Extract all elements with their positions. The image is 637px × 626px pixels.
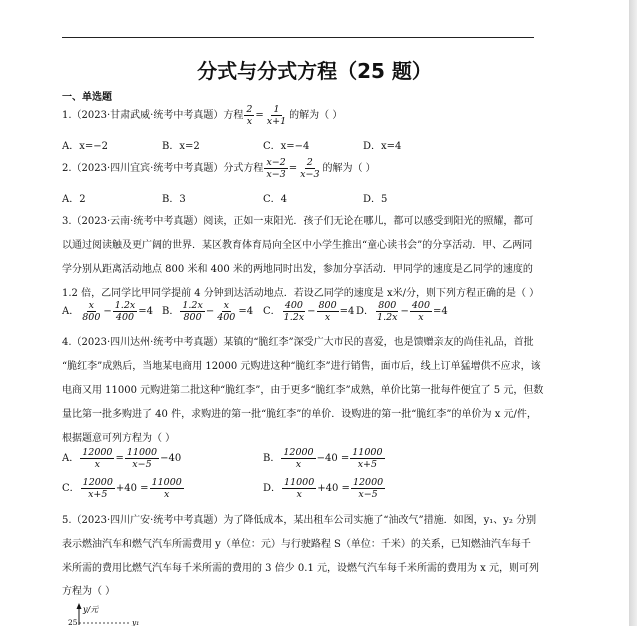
section-heading: 一、单选题 (62, 92, 112, 103)
q1-option-d[interactable]: D．x=4 (363, 141, 402, 152)
question-4-line: 根据题意可列方程为（ ） (62, 433, 176, 444)
y-axis-label: y/元 (83, 605, 99, 614)
q1-option-c[interactable]: C．x=−4 (263, 141, 310, 152)
question-4-line: 量比第一批多购进了 40 件，求购进的第一批“脆红李”的单价．设购进的第一批“脆红李”的单价为 x 元/件， (62, 409, 537, 420)
page-title: 分式与分式方程（25 题） (197, 59, 432, 83)
question-3-line: 学分别从距离活动地点 800 米和 400 米的两地同时出发，参加分享活动．甲同学的速度是乙同学的速度的 (62, 264, 533, 275)
q4-option-b[interactable]: B． $\frac{12000}{x}$ −40 = $\frac{11000}{x+5}$ (263, 447, 383, 470)
question-5-line: 米所需的费用比燃气汽车每千米所需的费用的 3 倍少 0.1 元，设燃气汽车每千米所需的费用为 x 元，则可列 (62, 563, 539, 574)
question-5-line: 表示燃油汽车和燃气汽车所需费用 y（单位：元）与行驶路程 S（单位：千米）的关系，已知燃油汽车每千 (62, 539, 531, 550)
q2-option-d[interactable]: D．5 (363, 194, 388, 205)
page-edge-shadow (629, 0, 637, 626)
y-tick-label: 25 (68, 618, 78, 626)
question-5-line: 5.（2023·四川广安·统考中考真题）为了降低成本，某出租车公司实施了“油改气”措施．如图，y₁、y₂ 分别 (62, 515, 537, 526)
q3-option-a[interactable]: A． $\frac{x}{800}$ − $\frac{1.2x}{400}$ =4 (62, 300, 153, 323)
q1-option-b[interactable]: B．x=2 (162, 141, 200, 152)
question-5-line: 方程为（ ） (62, 586, 116, 597)
q4-option-c[interactable]: C． $\frac{12000}{x+5}$ +40 = $\frac{11000}{x}$ (62, 477, 182, 500)
question-2-stem: 2.（2023·四川宜宾·统考中考真题）分式方程 $\frac{x-2}{x-3}$ = $\frac{2}{x-3}$ 的解为（ ） (62, 157, 376, 180)
fraction: $\frac{2}{x-3}$ (300, 157, 320, 180)
q2-option-c[interactable]: C．4 (263, 194, 288, 205)
question-1-stem: 1.（2023·甘肃武威·统考中考真题）方程 $\frac{2}{x}$ = $\frac{1}{x+1}$ 的解为（ ） (62, 104, 343, 127)
q3-option-c[interactable]: C． $\frac{400}{1.2x}$ − $\frac{800}{x}$ =4 (263, 300, 355, 323)
question-4-line: “脆红李”成熟后，当地某电商用 12000 元购进这种“脆红李”进行销售，面市后，线上订单猛增供不应求，该 (62, 361, 541, 372)
fraction: $\frac{1}{x+1}$ (266, 104, 287, 127)
question-4-line: 电商又用 11000 元购进第二批这种“脆红李”，由于更多“脆红李”成熟，单价比第一批每件便宜了 5 元，但数 (62, 385, 544, 396)
q3-option-b[interactable]: B． $\frac{1.2x}{800}$ − $\frac{x}{400}$ =4 (162, 300, 254, 323)
y-axis-arrow (77, 603, 82, 609)
question-3-line: 1.2 倍，乙同学比甲同学提前 4 分钟到达活动地点．若设乙同学的速度是 x米/分，则下列方程正确的是（ ） (62, 288, 540, 299)
fraction: $\frac{2}{x}$ (246, 104, 253, 127)
header-rule (62, 37, 534, 38)
q5-graph (66, 603, 166, 626)
q1-option-a[interactable]: A．x=−2 (62, 141, 108, 152)
q2-option-b[interactable]: B．3 (162, 194, 186, 205)
q2-option-a[interactable]: A．2 (62, 194, 86, 205)
question-3-line: 以通过阅读触及更广阔的世界．某区教育体育局向全区中小学生推出“童心读书会”的分享活动．甲、乙两同 (62, 240, 533, 251)
question-3-line: 3.（2023·云南·统考中考真题）阅读，正如一束阳光．孩子们无论在哪儿，都可以感受到阳光的照耀，都可 (62, 216, 534, 227)
q4-option-d[interactable]: D． $\frac{11000}{x}$ +40 = $\frac{12000}{x-5}$ (263, 477, 384, 500)
line-label: y₁ (132, 618, 140, 626)
q4-option-a[interactable]: A． $\frac{12000}{x}$ = $\frac{11000}{x-5}$ −40 (62, 447, 182, 470)
fraction: $\frac{x-2}{x-3}$ (266, 157, 286, 180)
question-4-line: 4.（2023·四川达州·统考中考真题）某镇的“脆红李”深受广大市民的喜爱，也是馈赠亲友的尚佳礼品，首批 (62, 337, 534, 348)
q3-option-d[interactable]: D． $\frac{800}{1.2x}$ − $\frac{400}{x}$ =4 (356, 300, 448, 323)
